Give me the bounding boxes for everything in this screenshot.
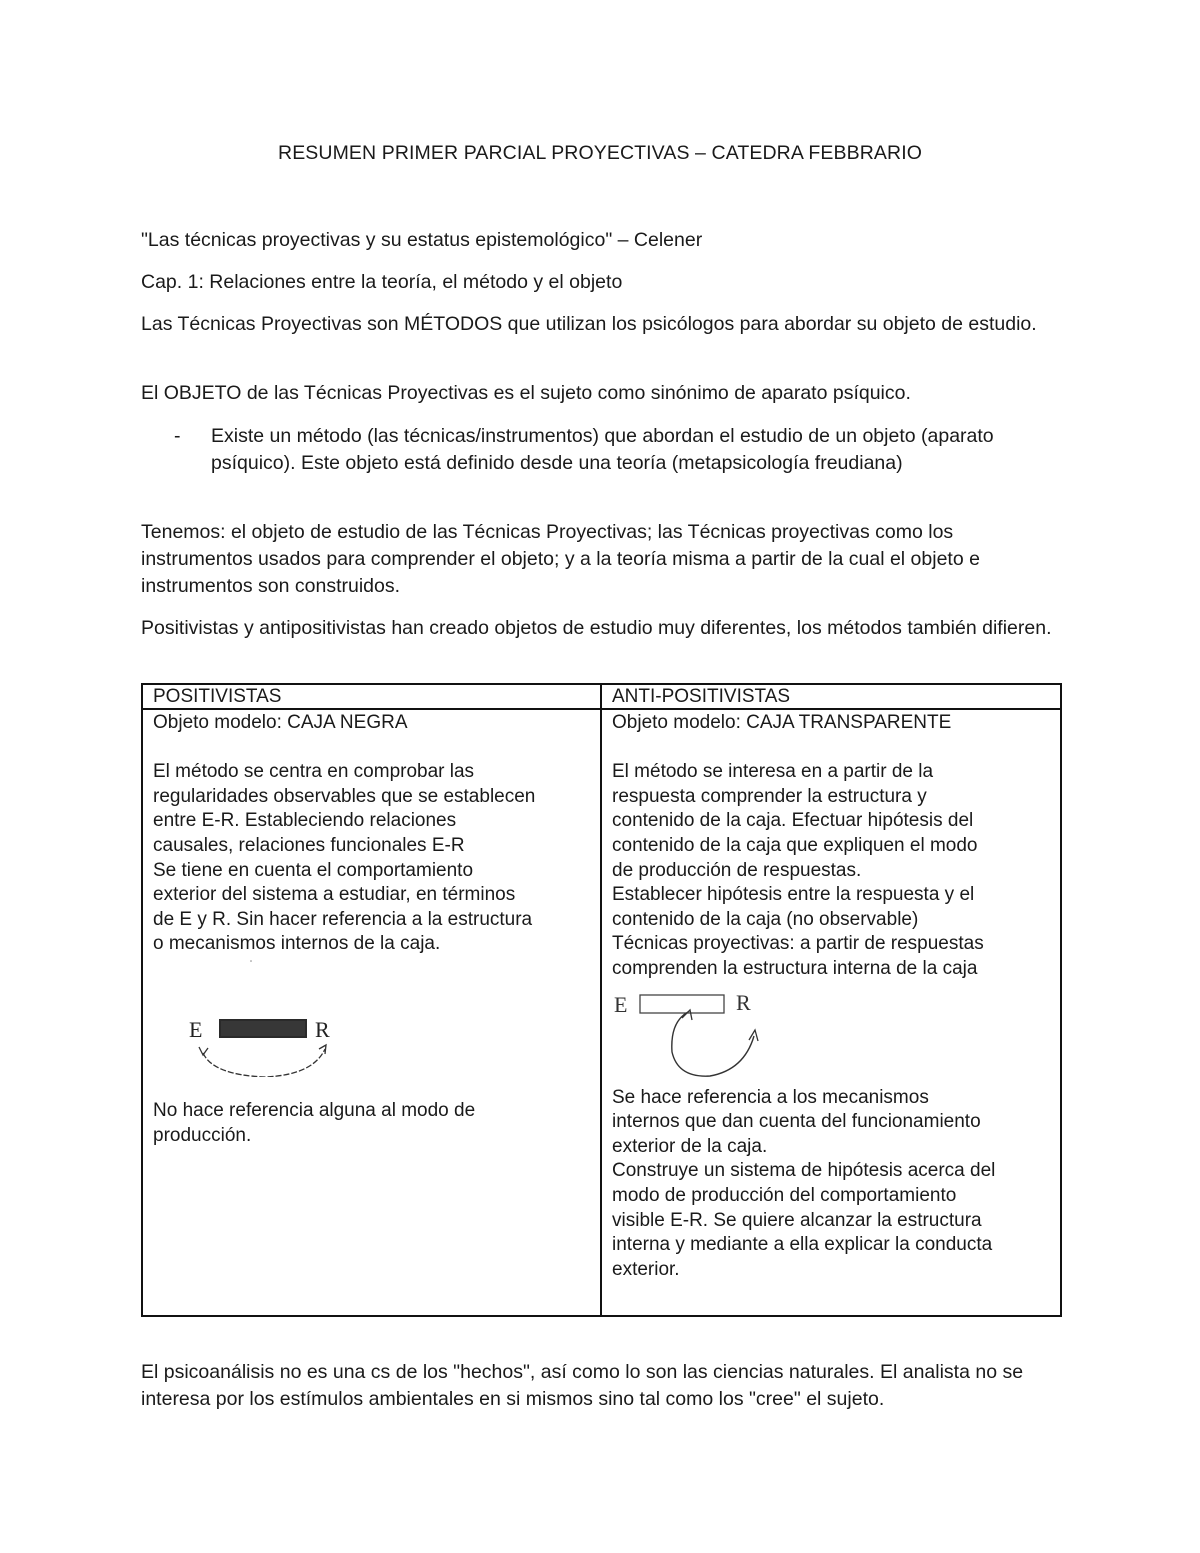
paragraph-psychoanalysis: El psicoanálisis no es una cs de los "hechos", así como lo son las ciencias naturales. El analista no se interesa por los estímulos ambientales en si mismos sino tal como los "cree" el sujeto. — [141, 1361, 1024, 1410]
method-positivist: El método se centra en comprobar las regularidades observables que se establecen entre E-R. Estableciendo relaciones causales, relaciones funcionales E-R Se tiene en cuenta el comportamiento exterior del sistema a estudiar, en términos de E y R. Sin hacer referencia a la estructura o mecanismos internos de la caja. — [153, 761, 536, 955]
table-header-row — [142, 684, 1061, 709]
paragraph-summary: Tenemos: el objeto de estudio de las Técnicas Proyectivas; las Técnicas proyectivas como los instrumentos usados para comprender el objeto; y a la teoría misma a partir de la cual el objeto e instrumentos son construidos. — [141, 521, 980, 597]
bullet-text: Existe un método (las técnicas/instrumentos) que abordan el estudio de un objeto (aparato psíquico). Este objeto está definido desde una teoría (metapsicología freudiana) — [211, 425, 994, 474]
cell-positivistas — [142, 709, 601, 1316]
source-reference: "Las técnicas proyectivas y su estatus epistemológico" – Celener — [141, 229, 703, 251]
bullet-marker: - — [174, 425, 181, 447]
paragraph-object: El OBJETO de las Técnicas Proyectivas es el sujeto como sinónimo de aparato psíquico. — [141, 382, 911, 404]
table-body-row — [142, 709, 1061, 1316]
black-box-diagram — [153, 957, 373, 1077]
conclusion-anti-positivist: Se hace referencia a los mecanismos internos que dan cuenta del funcionamiento exterior de la caja. Construye un sistema de hipótesis acerca del modo de producción del comportamiento visible E-R. Se quiere alcanzar la estructura interna y mediante a ella explicar la conducta exterior. — [612, 1086, 996, 1280]
model-black-box: Objeto modelo: CAJA NEGRA — [153, 712, 408, 733]
model-transparent-box: Objeto modelo: CAJA TRANSPARENTE — [612, 712, 952, 733]
cell-anti-positivistas — [601, 709, 1061, 1316]
paragraph-methods: Las Técnicas Proyectivas son MÉTODOS que utilizan los psicólogos para abordar su objeto de estudio. — [141, 313, 1037, 335]
paragraph-positivists: Positivistas y antipositivistas han creado objetos de estudio muy diferentes, los métodos también difieren. — [141, 617, 1052, 639]
document-title: RESUMEN PRIMER PARCIAL PROYECTIVAS – CATEDRA FEBBRARIO — [278, 142, 922, 164]
diagram-r-label: R — [736, 989, 751, 1015]
diagram-e-label: E — [614, 991, 628, 1017]
diagram-e-label: E — [189, 1016, 203, 1042]
transparent-box-diagram — [612, 982, 832, 1086]
method-anti-positivist: El método se interesa en a partir de la respuesta comprender la estructura y contenido de la caja. Efectuar hipótesis del contenido de la caja que expliquen el modo de producción de respuestas. Establecer hipótesis entre la respuesta y el contenido de la caja (no observable) Técnicas proyectivas: a partir de respuestas comprenden la estructura interna de la caja — [612, 761, 984, 979]
conclusion-positivist: No hace referencia alguna al modo de producción. — [153, 1099, 476, 1146]
header-positivistas: POSITIVISTAS — [142, 684, 601, 709]
diagram-r-label: R — [315, 1016, 330, 1042]
comparison-table — [141, 683, 1062, 1317]
header-anti-positivistas: ANTI-POSITIVISTAS — [601, 684, 1061, 709]
chapter-heading: Cap. 1: Relaciones entre la teoría, el método y el objeto — [141, 271, 623, 293]
transparent-box-icon — [640, 995, 724, 1013]
